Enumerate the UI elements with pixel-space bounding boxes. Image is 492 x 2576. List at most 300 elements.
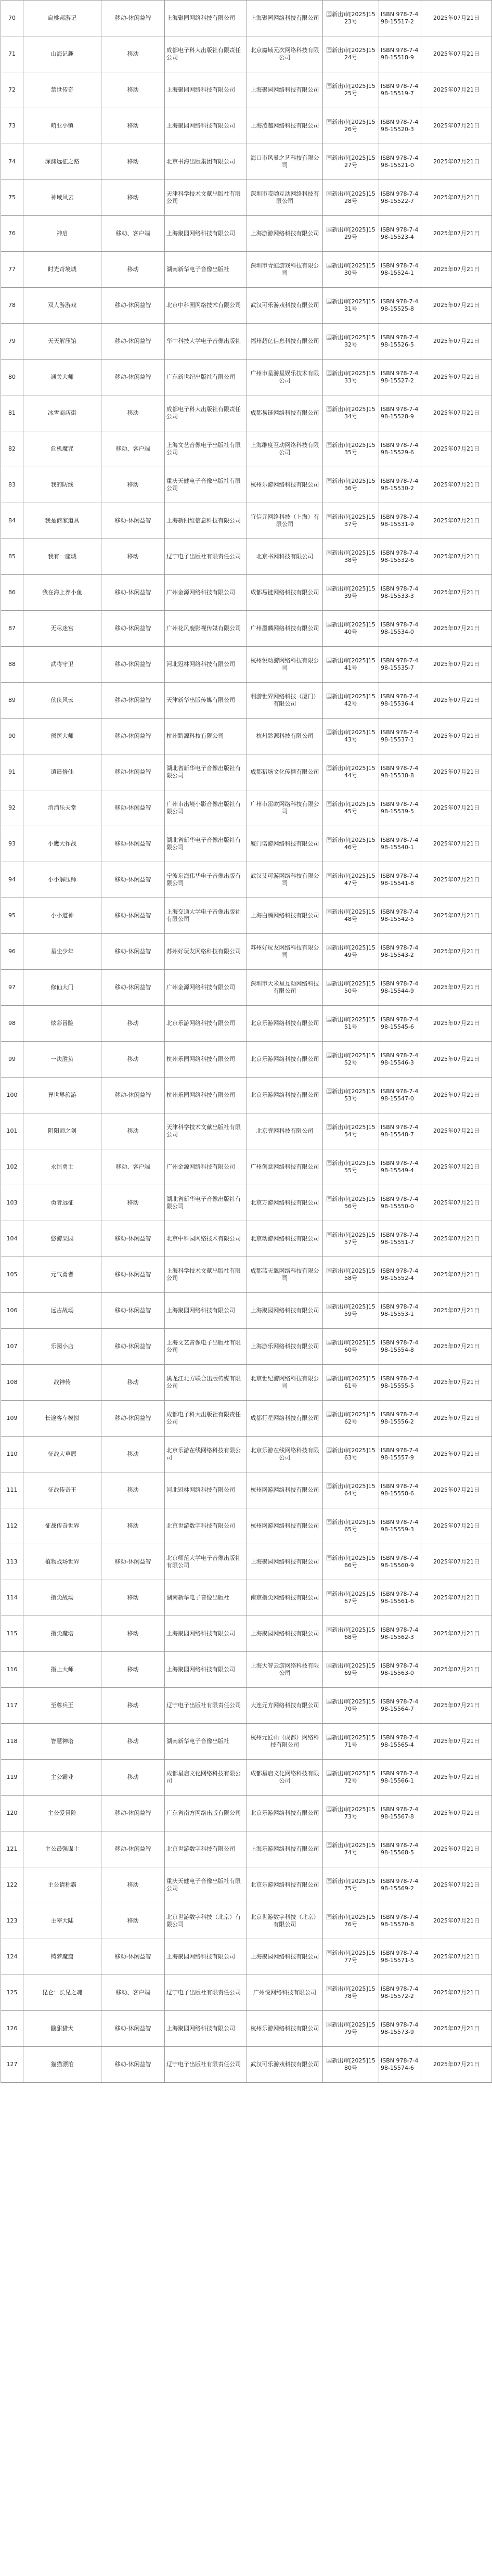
approval-number: 国新出审[2025]1577号 [323, 1939, 379, 1975]
game-type: 移动 [101, 1652, 165, 1688]
operator-name: 上海聚园网络科技有限公司 [247, 1939, 323, 1975]
approval-date: 2025年07月21日 [421, 1042, 492, 1078]
table-row [1, 503, 492, 539]
game-type: 移动-休闲益智 [101, 683, 165, 719]
operator-name: 杭州元匠山（成都）网络科技有限公司 [247, 1724, 323, 1760]
isbn-number: ISBN 978-7-498-15568-5 [379, 1831, 421, 1867]
approval-number: 国新出审[2025]1567号 [323, 1580, 379, 1616]
isbn-number: ISBN 978-7-498-15534-0 [379, 611, 421, 647]
approval-number: 国新出审[2025]1568号 [323, 1616, 379, 1652]
publisher-name: 重庆天健电子音像出版社有限公司 [165, 1867, 247, 1903]
row-number: 101 [1, 1113, 23, 1149]
publisher-name: 广州花风鹿影视传媒有限公司 [165, 611, 247, 647]
operator-name: 北京书网科技有限公司 [247, 539, 323, 575]
game-type: 移动 [101, 36, 165, 72]
publisher-name: 成都电子科大出版社有限责任公司 [165, 36, 247, 72]
operator-name: 上海聚园网络科技有限公司 [247, 1616, 323, 1652]
isbn-number: ISBN 978-7-498-15545-6 [379, 1006, 421, 1042]
row-number: 75 [1, 180, 23, 216]
row-number: 78 [1, 288, 23, 324]
approval-date: 2025年07月21日 [421, 2011, 492, 2047]
row-number: 122 [1, 1867, 23, 1903]
game-name: 小小道神 [23, 898, 101, 934]
operator-name: 北京万游网络科技有限公司 [247, 1185, 323, 1221]
isbn-number: ISBN 978-7-498-15555-5 [379, 1365, 421, 1401]
publisher-name: 苏州好玩友网络科技有限公司 [165, 934, 247, 970]
approval-number: 国新出审[2025]1550号 [323, 970, 379, 1006]
publisher-name: 广东省南方网络出版有限公司 [165, 1796, 247, 1831]
game-name: 酸甜猎犬 [23, 2011, 101, 2047]
isbn-number: ISBN 978-7-498-15524-1 [379, 252, 421, 288]
row-number: 100 [1, 1078, 23, 1113]
isbn-number: ISBN 978-7-498-15517-2 [379, 1, 421, 36]
publisher-name: 辽宁电子出版社有限责任公司 [165, 539, 247, 575]
approval-date: 2025年07月21日 [421, 1903, 492, 1939]
table-row [1, 1401, 492, 1437]
operator-name: 北京壹网科技有限公司 [247, 1113, 323, 1149]
game-type: 移动 [101, 1616, 165, 1652]
approval-date: 2025年07月21日 [421, 1831, 492, 1867]
approval-date: 2025年07月21日 [421, 503, 492, 539]
game-name: 远古战场 [23, 1293, 101, 1329]
publisher-name: 上海聚园网络科技有限公司 [165, 1652, 247, 1688]
approval-date: 2025年07月21日 [421, 683, 492, 719]
table-row [1, 1652, 492, 1688]
approval-number: 国新出审[2025]1570号 [323, 1688, 379, 1724]
row-number: 115 [1, 1616, 23, 1652]
publisher-name: 成都电子科大出版社有限责任公司 [165, 1401, 247, 1437]
publisher-name: 上海交通大学电子音像出版社有限公司 [165, 898, 247, 934]
game-name: 异世界旅游 [23, 1078, 101, 1113]
approval-number: 国新出审[2025]1529号 [323, 216, 379, 252]
game-name: 永恒勇士 [23, 1149, 101, 1185]
game-name: 武将守卫 [23, 647, 101, 683]
table-row [1, 575, 492, 611]
approval-number: 国新出审[2025]1565号 [323, 1508, 379, 1544]
publisher-name: 北京中科园网络技术有限公司 [165, 288, 247, 324]
approval-number: 国新出审[2025]1560号 [323, 1329, 379, 1365]
approval-number: 国新出审[2025]1572号 [323, 1760, 379, 1796]
table-row [1, 431, 492, 467]
approval-number: 国新出审[2025]1558号 [323, 1257, 379, 1293]
table-row [1, 1042, 492, 1078]
game-name: 指尖魔塔 [23, 1616, 101, 1652]
table-row [1, 1257, 492, 1293]
approval-date: 2025年07月21日 [421, 1257, 492, 1293]
approval-date: 2025年07月21日 [421, 539, 492, 575]
approval-date: 2025年07月21日 [421, 826, 492, 862]
approval-date: 2025年07月21日 [421, 216, 492, 252]
table-row [1, 395, 492, 431]
operator-name: 南京指尖网络科技有限公司 [247, 1580, 323, 1616]
row-number: 107 [1, 1329, 23, 1365]
table-row [1, 360, 492, 395]
isbn-number: ISBN 978-7-498-15528-9 [379, 395, 421, 431]
game-type: 移动、客户端 [101, 216, 165, 252]
row-number: 113 [1, 1544, 23, 1580]
operator-name: 武汉可乐游戏科技有限公司 [247, 2047, 323, 2083]
game-name: 禁世传奇 [23, 72, 101, 108]
game-approval-table [1, 0, 492, 2083]
publisher-name: 上海新四维信息科技有限公司 [165, 503, 247, 539]
approval-number: 国新出审[2025]1562号 [323, 1401, 379, 1437]
publisher-name: 北京乐游网络科技有限公司 [165, 1006, 247, 1042]
approval-date: 2025年07月21日 [421, 36, 492, 72]
isbn-number: ISBN 978-7-498-15572-2 [379, 1975, 421, 2011]
isbn-number: ISBN 978-7-498-15531-9 [379, 503, 421, 539]
publisher-name: 宁波东海伟华电子音像出版有限公司 [165, 862, 247, 898]
game-name: 冰雪商店街 [23, 395, 101, 431]
operator-name: 北京乐游网络科技有限公司 [247, 1796, 323, 1831]
row-number: 102 [1, 1149, 23, 1185]
table-row [1, 1760, 492, 1796]
publisher-name: 上海聚园网络科技有限公司 [165, 1, 247, 36]
game-type: 移动 [101, 252, 165, 288]
game-name: 主宰大陆 [23, 1903, 101, 1939]
game-name: 萌业小镇 [23, 108, 101, 144]
approval-date: 2025年07月21日 [421, 719, 492, 754]
game-type: 移动 [101, 144, 165, 180]
operator-name: 北京魔域元次网络科技有限公司 [247, 36, 323, 72]
row-number: 83 [1, 467, 23, 503]
game-name: 植物战场世界 [23, 1544, 101, 1580]
game-name: 深渊远征之路 [23, 144, 101, 180]
approval-date: 2025年07月21日 [421, 252, 492, 288]
operator-name: 杭州乐游网络科技有限公司 [247, 467, 323, 503]
game-name: 我有一座城 [23, 539, 101, 575]
row-number: 95 [1, 898, 23, 934]
row-number: 87 [1, 611, 23, 647]
approval-number: 国新出审[2025]1539号 [323, 575, 379, 611]
game-type: 移动-休闲益智 [101, 1078, 165, 1113]
row-number: 108 [1, 1365, 23, 1401]
approval-number: 国新出审[2025]1541号 [323, 647, 379, 683]
row-number: 80 [1, 360, 23, 395]
operator-name: 北京乐游网络科技有限公司 [247, 1867, 323, 1903]
isbn-number: ISBN 978-7-498-15556-2 [379, 1401, 421, 1437]
game-type: 移动 [101, 1760, 165, 1796]
approval-date: 2025年07月21日 [421, 1401, 492, 1437]
row-number: 92 [1, 790, 23, 826]
publisher-name: 北京师范大学电子音像出版社有限公司 [165, 1544, 247, 1580]
row-number: 97 [1, 970, 23, 1006]
approval-date: 2025年07月21日 [421, 575, 492, 611]
table-row [1, 862, 492, 898]
game-name: 主公请称霸 [23, 1867, 101, 1903]
table-row [1, 1, 492, 36]
operator-name: 上海聚园网络科技有限公司 [247, 1293, 323, 1329]
game-type: 移动-休闲益智 [101, 1796, 165, 1831]
approval-date: 2025年07月21日 [421, 1078, 492, 1113]
row-number: 105 [1, 1257, 23, 1293]
game-name: 阴阳师之剑 [23, 1113, 101, 1149]
table-row [1, 1616, 492, 1652]
operator-name: 大连元方网络科技有限公司 [247, 1688, 323, 1724]
publisher-name: 广州金源网络科技有限公司 [165, 575, 247, 611]
isbn-number: ISBN 978-7-498-15561-6 [379, 1580, 421, 1616]
publisher-name: 河北冠林网络科技有限公司 [165, 647, 247, 683]
approval-number: 国新出审[2025]1574号 [323, 1831, 379, 1867]
game-type: 移动-休闲益智 [101, 1329, 165, 1365]
operator-name: 深圳市青蛙游戏科技有限公司 [247, 252, 323, 288]
row-number: 110 [1, 1437, 23, 1472]
game-type: 移动-休闲益智 [101, 575, 165, 611]
approval-number: 国新出审[2025]1551号 [323, 1006, 379, 1042]
row-number: 90 [1, 719, 23, 754]
approval-date: 2025年07月21日 [421, 431, 492, 467]
table-row [1, 288, 492, 324]
row-number: 117 [1, 1688, 23, 1724]
operator-name: 深圳市大米星互动网络科技有限公司 [247, 970, 323, 1006]
approval-date: 2025年07月21日 [421, 1185, 492, 1221]
approval-number: 国新出审[2025]1546号 [323, 826, 379, 862]
approval-number: 国新出审[2025]1579号 [323, 2011, 379, 2047]
operator-name: 福州超亿信息科技有限公司 [247, 324, 323, 360]
isbn-number: ISBN 978-7-498-15562-3 [379, 1616, 421, 1652]
operator-name: 杭州网游网络科技有限公司 [247, 1508, 323, 1544]
isbn-number: ISBN 978-7-498-15543-2 [379, 934, 421, 970]
table-row [1, 1724, 492, 1760]
approval-date: 2025年07月21日 [421, 1580, 492, 1616]
game-type: 移动-休闲益智 [101, 1544, 165, 1580]
operator-name: 广州创意网络科技有限公司 [247, 1149, 323, 1185]
isbn-number: ISBN 978-7-498-15521-0 [379, 144, 421, 180]
publisher-name: 上海聚园网络科技有限公司 [165, 1939, 247, 1975]
publisher-name: 上海科学技术文献出版社有限公司 [165, 1257, 247, 1293]
table-row [1, 1293, 492, 1329]
table-row [1, 1472, 492, 1508]
publisher-name: 上海文艺音像电子出版社有限公司 [165, 431, 247, 467]
operator-name: 武汉艾可游网络科技有限公司 [247, 862, 323, 898]
approval-date: 2025年07月21日 [421, 1867, 492, 1903]
publisher-name: 华中科技大学电子音像出版社 [165, 324, 247, 360]
table-row [1, 898, 492, 934]
approval-number: 国新出审[2025]1549号 [323, 934, 379, 970]
row-number: 81 [1, 395, 23, 431]
operator-name: 上海聚园网络科技有限公司 [247, 72, 323, 108]
isbn-number: ISBN 978-7-498-15529-6 [379, 431, 421, 467]
game-name: 战神传 [23, 1365, 101, 1401]
isbn-number: ISBN 978-7-498-15559-3 [379, 1508, 421, 1544]
approval-number: 国新出审[2025]1580号 [323, 2047, 379, 2083]
row-number: 70 [1, 1, 23, 36]
isbn-number: ISBN 978-7-498-15571-5 [379, 1939, 421, 1975]
operator-name: 利游世界网络科技（厦门）有限公司 [247, 683, 323, 719]
table-row [1, 611, 492, 647]
isbn-number: ISBN 978-7-498-15573-9 [379, 2011, 421, 2047]
publisher-name: 广州市出境小影音像出版社有限公司 [165, 790, 247, 826]
operator-name: 成都易链网络科技有限公司 [247, 575, 323, 611]
game-name: 小鹰大作战 [23, 826, 101, 862]
operator-name: 杭州网游网络科技有限公司 [247, 1472, 323, 1508]
isbn-number: ISBN 978-7-498-15574-6 [379, 2047, 421, 2083]
operator-name: 北京世纪游网络科技有限公司 [247, 1365, 323, 1401]
row-number: 121 [1, 1831, 23, 1867]
row-number: 85 [1, 539, 23, 575]
operator-name: 苏州好玩友网络科技有限公司 [247, 934, 323, 970]
game-name: 乐园小店 [23, 1329, 101, 1365]
approval-number: 国新出审[2025]1566号 [323, 1544, 379, 1580]
game-type: 移动 [101, 1437, 165, 1472]
approval-number: 国新出审[2025]1524号 [323, 36, 379, 72]
row-number: 91 [1, 754, 23, 790]
publisher-name: 辽宁电子出版社有限责任公司 [165, 1688, 247, 1724]
publisher-name: 辽宁电子出版社有限责任公司 [165, 2047, 247, 2083]
approval-number: 国新出审[2025]1533号 [323, 360, 379, 395]
approval-date: 2025年07月21日 [421, 790, 492, 826]
publisher-name: 湖南新华电子音像出版社 [165, 1580, 247, 1616]
operator-name: 广州市星游星娱乐技术有限公司 [247, 360, 323, 395]
row-number: 116 [1, 1652, 23, 1688]
row-number: 106 [1, 1293, 23, 1329]
game-name: 侠侠风云 [23, 683, 101, 719]
game-type: 移动-休闲益智 [101, 1293, 165, 1329]
row-number: 127 [1, 2047, 23, 2083]
game-type: 移动 [101, 1472, 165, 1508]
operator-name: 北京动游网络科技有限公司 [247, 1221, 323, 1257]
approval-date: 2025年07月21日 [421, 1, 492, 36]
game-type: 移动、客户端 [101, 1975, 165, 2011]
approval-date: 2025年07月21日 [421, 1688, 492, 1724]
isbn-number: ISBN 978-7-498-15542-5 [379, 898, 421, 934]
publisher-name: 上海聚园网络科技有限公司 [165, 72, 247, 108]
row-number: 82 [1, 431, 23, 467]
table-row [1, 180, 492, 216]
isbn-number: ISBN 978-7-498-15550-0 [379, 1185, 421, 1221]
approval-date: 2025年07月21日 [421, 1365, 492, 1401]
operator-name: 厦门诺游网络科技有限公司 [247, 826, 323, 862]
operator-name: 杭州黔源科技有限公司 [247, 719, 323, 754]
operator-name: 上海大智云游网络科技有限公司 [247, 1652, 323, 1688]
publisher-name: 上海聚园网络科技有限公司 [165, 1616, 247, 1652]
game-type: 移动-休闲益智 [101, 1401, 165, 1437]
game-type: 移动 [101, 1688, 165, 1724]
publisher-name: 成都星启文化网络科技有限公司 [165, 1760, 247, 1796]
approval-number: 国新出审[2025]1527号 [323, 144, 379, 180]
table-row [1, 647, 492, 683]
isbn-number: ISBN 978-7-498-15523-4 [379, 216, 421, 252]
table-row [1, 1185, 492, 1221]
operator-name: 上海乐游网络科技有限公司 [247, 1831, 323, 1867]
operator-name: 北京乐游网络科技有限公司 [247, 1042, 323, 1078]
game-type: 移动、客户端 [101, 431, 165, 467]
game-type: 移动-休闲益智 [101, 360, 165, 395]
table-row [1, 1544, 492, 1580]
operator-name: 成都行星网络科技有限公司 [247, 1401, 323, 1437]
game-name: 主公最强谋士 [23, 1831, 101, 1867]
game-type: 移动 [101, 1006, 165, 1042]
operator-name: 上海白腾网络科技有限公司 [247, 898, 323, 934]
approval-date: 2025年07月21日 [421, 1544, 492, 1580]
operator-name: 上海游游网络科技有限公司 [247, 216, 323, 252]
row-number: 71 [1, 36, 23, 72]
game-name: 双人游游戏 [23, 288, 101, 324]
row-number: 96 [1, 934, 23, 970]
publisher-name: 上海聚园网络科技有限公司 [165, 108, 247, 144]
game-type: 移动-休闲益智 [101, 970, 165, 1006]
publisher-name: 北京世游数字科技（北京）有限公司 [165, 1903, 247, 1939]
game-type: 移动-休闲益智 [101, 2011, 165, 2047]
approval-date: 2025年07月21日 [421, 395, 492, 431]
game-name: 时光奇境城 [23, 252, 101, 288]
game-type: 移动-休闲益智 [101, 288, 165, 324]
isbn-number: ISBN 978-7-498-15569-2 [379, 1867, 421, 1903]
row-number: 126 [1, 2011, 23, 2047]
isbn-number: ISBN 978-7-498-15532-6 [379, 539, 421, 575]
game-name: 猫猫漂泊 [23, 2047, 101, 2083]
game-type: 移动 [101, 1580, 165, 1616]
approval-date: 2025年07月21日 [421, 180, 492, 216]
game-type: 移动-休闲益智 [101, 790, 165, 826]
isbn-number: ISBN 978-7-498-15525-8 [379, 288, 421, 324]
game-type: 移动-休闲益智 [101, 1939, 165, 1975]
game-name: 智慧神塔 [23, 1724, 101, 1760]
game-name: 小小解压师 [23, 862, 101, 898]
approval-date: 2025年07月21日 [421, 1113, 492, 1149]
table-row [1, 1831, 492, 1867]
row-number: 77 [1, 252, 23, 288]
isbn-number: ISBN 978-7-498-15552-4 [379, 1257, 421, 1293]
approval-number: 国新出审[2025]1530号 [323, 252, 379, 288]
game-type: 移动-休闲益智 [101, 324, 165, 360]
approval-date: 2025年07月21日 [421, 1975, 492, 2011]
approval-date: 2025年07月21日 [421, 360, 492, 395]
approval-date: 2025年07月21日 [421, 1006, 492, 1042]
game-name: 危机魔咒 [23, 431, 101, 467]
publisher-name: 湖南新华电子音像出版社 [165, 1724, 247, 1760]
operator-name: 上海凌越网络科技有限公司 [247, 108, 323, 144]
approval-date: 2025年07月21日 [421, 2047, 492, 2083]
publisher-name: 天津新华出版传媒有限公司 [165, 683, 247, 719]
approval-number: 国新出审[2025]1543号 [323, 719, 379, 754]
approval-number: 国新出审[2025]1563号 [323, 1437, 379, 1472]
row-number: 112 [1, 1508, 23, 1544]
row-number: 72 [1, 72, 23, 108]
approval-number: 国新出审[2025]1571号 [323, 1724, 379, 1760]
table-row [1, 36, 492, 72]
game-type: 移动-休闲益智 [101, 611, 165, 647]
table-row [1, 826, 492, 862]
row-number: 89 [1, 683, 23, 719]
row-number: 99 [1, 1042, 23, 1078]
game-type: 移动-休闲益智 [101, 862, 165, 898]
game-type: 移动-休闲益智 [101, 1221, 165, 1257]
isbn-number: ISBN 978-7-498-15541-8 [379, 862, 421, 898]
game-name: 征战大草原 [23, 1437, 101, 1472]
game-type: 移动 [101, 1042, 165, 1078]
game-name: 消消乐天堂 [23, 790, 101, 826]
isbn-number: ISBN 978-7-498-15535-7 [379, 647, 421, 683]
table-body [1, 1, 492, 2083]
table-row [1, 1508, 492, 1544]
table-row [1, 1113, 492, 1149]
publisher-name: 湖南新华电子音像出版社 [165, 252, 247, 288]
isbn-number: ISBN 978-7-498-15522-7 [379, 180, 421, 216]
game-type: 移动-休闲益智 [101, 934, 165, 970]
approval-number: 国新出审[2025]1556号 [323, 1185, 379, 1221]
operator-name: 海口市风暴之艺科技有限公司 [247, 144, 323, 180]
game-type: 移动 [101, 108, 165, 144]
table-row [1, 1149, 492, 1185]
table-row [1, 467, 492, 503]
game-type: 移动-休闲益智 [101, 898, 165, 934]
game-name: 一决胜负 [23, 1042, 101, 1078]
game-name: 熊医大师 [23, 719, 101, 754]
game-type: 移动 [101, 1113, 165, 1149]
isbn-number: ISBN 978-7-498-15566-1 [379, 1760, 421, 1796]
publisher-name: 北京乐游在线网络科技有限公司 [165, 1437, 247, 1472]
publisher-name: 湖北省新华电子音像出版社有限公司 [165, 826, 247, 862]
